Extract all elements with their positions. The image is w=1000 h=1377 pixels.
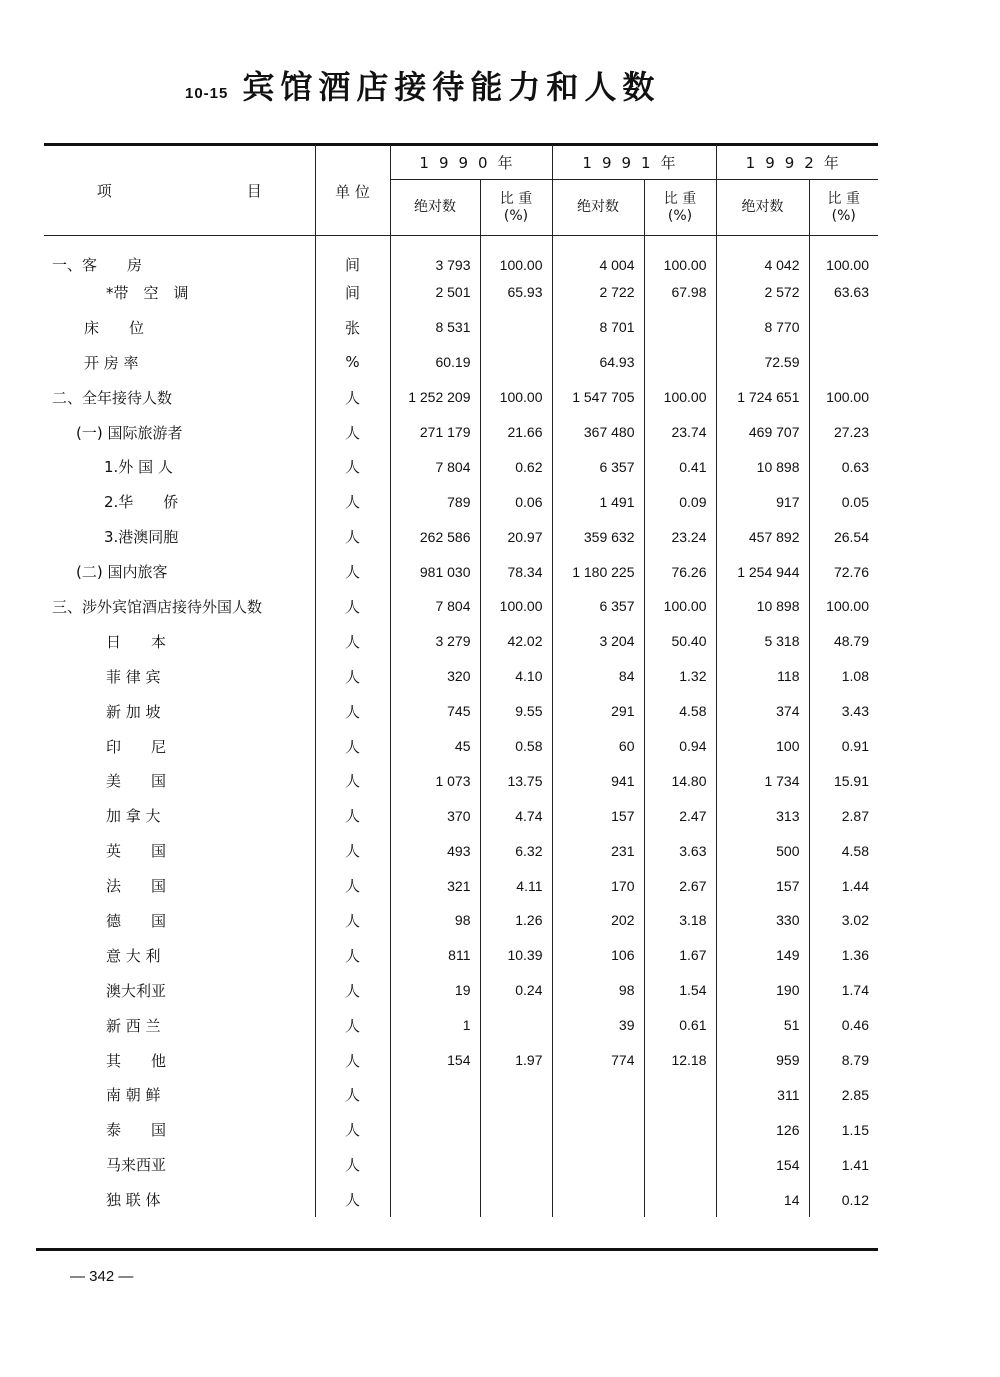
cell-abs-1992: 10 898 xyxy=(716,589,809,624)
table-row xyxy=(44,519,878,554)
row-unit: 人 xyxy=(315,798,390,833)
item-header xyxy=(44,145,315,236)
table-row xyxy=(44,380,878,415)
cell-share-1991: 2.67 xyxy=(644,868,716,903)
row-unit: 人 xyxy=(315,554,390,589)
cell-share-1991 xyxy=(644,1147,716,1182)
row-unit: 人 xyxy=(315,1077,390,1112)
cell-share-1992: 1.15 xyxy=(809,1112,878,1147)
cell-share-1992: 72.76 xyxy=(809,554,878,589)
cell-share-1992: 15.91 xyxy=(809,763,878,798)
row-label: 1.外 国 人 xyxy=(104,458,173,477)
cell-share-1992: 4.58 xyxy=(809,833,878,868)
cell-share-1992: 0.63 xyxy=(809,449,878,484)
cell-share-1992: 48.79 xyxy=(809,624,878,659)
row-label: 二、全年接待人数 xyxy=(52,388,173,407)
cell-share-1991: 2.47 xyxy=(644,798,716,833)
row-label: 美 国 xyxy=(106,772,167,791)
cell-abs-1990: 320 xyxy=(390,659,480,694)
table-row xyxy=(44,589,878,624)
table-row xyxy=(44,1077,878,1112)
cell-share-1991: 0.09 xyxy=(644,484,716,519)
item-header-char-1: 项 xyxy=(96,181,112,200)
cell-abs-1990: 370 xyxy=(390,798,480,833)
row-label: 三、涉外宾馆酒店接待外国人数 xyxy=(52,597,263,616)
cell-share-1990: 9.55 xyxy=(480,694,552,729)
cell-abs-1991: 359 632 xyxy=(552,519,644,554)
cell-share-1992: 26.54 xyxy=(809,519,878,554)
cell-abs-1991: 367 480 xyxy=(552,415,644,450)
cell-abs-1992: 4 042 xyxy=(716,236,809,276)
cell-abs-1990: 3 793 xyxy=(390,236,480,276)
cell-abs-1992: 8 770 xyxy=(716,310,809,345)
row-label: 意 大 利 xyxy=(106,946,161,965)
page-number: — 342 — xyxy=(70,1268,134,1285)
table-row xyxy=(44,763,878,798)
row-unit: 人 xyxy=(315,624,390,659)
hotel-statistics-table xyxy=(44,145,878,1217)
row-unit: 人 xyxy=(315,729,390,764)
cell-share-1990: 1.26 xyxy=(480,903,552,938)
cell-abs-1990: 2 501 xyxy=(390,275,480,310)
cell-abs-1990: 262 586 xyxy=(390,519,480,554)
cell-abs-1990: 98 xyxy=(390,903,480,938)
cell-share-1992: 1.44 xyxy=(809,868,878,903)
row-unit: 人 xyxy=(315,659,390,694)
cell-share-1992: 0.12 xyxy=(809,1182,878,1217)
cell-share-1991: 67.98 xyxy=(644,275,716,310)
cell-share-1990: 13.75 xyxy=(480,763,552,798)
cell-share-1992: 100.00 xyxy=(809,589,878,624)
cell-abs-1992: 330 xyxy=(716,903,809,938)
cell-share-1991 xyxy=(644,345,716,380)
cell-share-1991: 23.74 xyxy=(644,415,716,450)
cell-share-1990 xyxy=(480,1008,552,1043)
cell-abs-1992: 118 xyxy=(716,659,809,694)
cell-abs-1992: 959 xyxy=(716,1043,809,1078)
cell-abs-1991: 774 xyxy=(552,1043,644,1078)
table-title: 宾馆酒店接待能力和人数 xyxy=(242,68,661,106)
cell-abs-1990: 3 279 xyxy=(390,624,480,659)
row-label: 南 朝 鲜 xyxy=(106,1086,161,1105)
row-unit: 人 xyxy=(315,694,390,729)
row-label: 澳大利亚 xyxy=(106,981,167,1000)
row-unit: 间 xyxy=(315,236,390,276)
cell-share-1991 xyxy=(644,1182,716,1217)
row-unit: 人 xyxy=(315,1008,390,1043)
cell-abs-1992: 100 xyxy=(716,729,809,764)
cell-share-1992: 100.00 xyxy=(809,380,878,415)
row-label: 日 本 xyxy=(106,632,167,651)
cell-abs-1991: 170 xyxy=(552,868,644,903)
row-unit: 人 xyxy=(315,1112,390,1147)
cell-share-1991: 12.18 xyxy=(644,1043,716,1078)
abs-header-1990: 绝对数 xyxy=(390,180,480,236)
cell-share-1992: 1.74 xyxy=(809,973,878,1008)
cell-abs-1990: 60.19 xyxy=(390,345,480,380)
cell-share-1990 xyxy=(480,1182,552,1217)
page-title xyxy=(185,62,660,112)
share-header-1992 xyxy=(809,180,878,236)
share-label: 比 重 xyxy=(827,190,860,207)
cell-share-1990: 65.93 xyxy=(480,275,552,310)
cell-abs-1992: 469 707 xyxy=(716,415,809,450)
cell-abs-1991: 60 xyxy=(552,729,644,764)
cell-abs-1991: 291 xyxy=(552,694,644,729)
cell-abs-1990: 1 xyxy=(390,1008,480,1043)
cell-share-1991 xyxy=(644,310,716,345)
cell-abs-1991: 39 xyxy=(552,1008,644,1043)
cell-abs-1992: 313 xyxy=(716,798,809,833)
cell-share-1991: 23.24 xyxy=(644,519,716,554)
cell-abs-1991: 1 547 705 xyxy=(552,380,644,415)
cell-share-1992: 3.02 xyxy=(809,903,878,938)
cell-share-1991: 100.00 xyxy=(644,236,716,276)
table-row xyxy=(44,236,878,276)
cell-abs-1991: 2 722 xyxy=(552,275,644,310)
cell-abs-1991: 6 357 xyxy=(552,589,644,624)
cell-share-1990: 20.97 xyxy=(480,519,552,554)
row-label: 法 国 xyxy=(106,877,167,896)
cell-share-1991: 50.40 xyxy=(644,624,716,659)
cell-share-1992: 8.79 xyxy=(809,1043,878,1078)
row-unit: 人 xyxy=(315,1182,390,1217)
cell-abs-1991: 1 491 xyxy=(552,484,644,519)
cell-abs-1992: 2 572 xyxy=(716,275,809,310)
share-unit: (%) xyxy=(667,207,693,224)
cell-abs-1990: 1 252 209 xyxy=(390,380,480,415)
cell-share-1991 xyxy=(644,1112,716,1147)
row-unit: 人 xyxy=(315,868,390,903)
cell-share-1990: 78.34 xyxy=(480,554,552,589)
row-unit: 人 xyxy=(315,903,390,938)
cell-abs-1991 xyxy=(552,1182,644,1217)
row-label: 新 加 坡 xyxy=(106,702,161,721)
cell-share-1991: 3.18 xyxy=(644,903,716,938)
cell-share-1991: 0.61 xyxy=(644,1008,716,1043)
cell-share-1990: 10.39 xyxy=(480,938,552,973)
table-body xyxy=(44,236,878,1218)
cell-share-1991: 100.00 xyxy=(644,589,716,624)
cell-share-1992: 0.46 xyxy=(809,1008,878,1043)
cell-abs-1991 xyxy=(552,1077,644,1112)
cell-share-1991: 1.32 xyxy=(644,659,716,694)
row-label: (一) 国际旅游者 xyxy=(76,423,183,442)
cell-abs-1990: 493 xyxy=(390,833,480,868)
row-label: 马来西亚 xyxy=(106,1156,167,1175)
cell-abs-1992: 311 xyxy=(716,1077,809,1112)
cell-share-1990: 4.74 xyxy=(480,798,552,833)
row-label: 床 位 xyxy=(84,318,145,337)
cell-share-1990 xyxy=(480,1147,552,1182)
cell-share-1992: 0.91 xyxy=(809,729,878,764)
table-row xyxy=(44,1112,878,1147)
cell-abs-1991: 64.93 xyxy=(552,345,644,380)
row-label: 独 联 体 xyxy=(106,1191,161,1210)
cell-abs-1992: 5 318 xyxy=(716,624,809,659)
cell-share-1990: 1.97 xyxy=(480,1043,552,1078)
cell-share-1992 xyxy=(809,310,878,345)
cell-abs-1992: 10 898 xyxy=(716,449,809,484)
row-unit: 人 xyxy=(315,833,390,868)
table-row xyxy=(44,903,878,938)
cell-abs-1991: 231 xyxy=(552,833,644,868)
table-row xyxy=(44,1043,878,1078)
row-unit: 人 xyxy=(315,938,390,973)
cell-share-1990: 100.00 xyxy=(480,589,552,624)
row-label: (二) 国内旅客 xyxy=(76,563,168,582)
cell-abs-1991: 106 xyxy=(552,938,644,973)
cell-share-1990: 6.32 xyxy=(480,833,552,868)
cell-share-1992: 0.05 xyxy=(809,484,878,519)
cell-abs-1991: 157 xyxy=(552,798,644,833)
statistics-table-wrapper xyxy=(44,145,878,1217)
cell-share-1992: 63.63 xyxy=(809,275,878,310)
year-header-1990: 1990年 xyxy=(390,145,552,180)
bottom-rule xyxy=(36,1248,878,1251)
cell-abs-1992: 374 xyxy=(716,694,809,729)
row-unit: 人 xyxy=(315,519,390,554)
cell-abs-1990: 7 804 xyxy=(390,449,480,484)
cell-abs-1991: 941 xyxy=(552,763,644,798)
cell-share-1990: 100.00 xyxy=(480,380,552,415)
cell-share-1992: 2.87 xyxy=(809,798,878,833)
cell-share-1990 xyxy=(480,1077,552,1112)
table-row xyxy=(44,833,878,868)
cell-share-1990: 21.66 xyxy=(480,415,552,450)
row-unit: 人 xyxy=(315,973,390,1008)
table-row xyxy=(44,1147,878,1182)
row-unit: 人 xyxy=(315,1043,390,1078)
cell-abs-1991: 84 xyxy=(552,659,644,694)
cell-abs-1992: 1 734 xyxy=(716,763,809,798)
table-row xyxy=(44,729,878,764)
row-label: 菲 律 宾 xyxy=(106,667,161,686)
cell-abs-1991: 202 xyxy=(552,903,644,938)
cell-abs-1991: 1 180 225 xyxy=(552,554,644,589)
cell-abs-1991: 98 xyxy=(552,973,644,1008)
cell-abs-1992: 72.59 xyxy=(716,345,809,380)
table-row xyxy=(44,659,878,694)
table-row xyxy=(44,449,878,484)
cell-share-1992: 100.00 xyxy=(809,236,878,276)
row-unit: 人 xyxy=(315,415,390,450)
cell-share-1990: 4.10 xyxy=(480,659,552,694)
cell-abs-1992: 1 254 944 xyxy=(716,554,809,589)
cell-abs-1992: 917 xyxy=(716,484,809,519)
cell-share-1991: 0.94 xyxy=(644,729,716,764)
row-label: 其 他 xyxy=(106,1051,167,1070)
row-unit: 人 xyxy=(315,380,390,415)
cell-share-1992: 1.41 xyxy=(809,1147,878,1182)
cell-abs-1990: 811 xyxy=(390,938,480,973)
row-label: 加 拿 大 xyxy=(106,807,161,826)
item-header-char-2: 目 xyxy=(246,181,262,200)
row-unit: 张 xyxy=(315,310,390,345)
row-label: *带 空 调 xyxy=(106,283,189,302)
table-row xyxy=(44,1008,878,1043)
cell-share-1990 xyxy=(480,1112,552,1147)
cell-abs-1992: 1 724 651 xyxy=(716,380,809,415)
table-row xyxy=(44,345,878,380)
cell-abs-1991: 3 204 xyxy=(552,624,644,659)
row-unit: 人 xyxy=(315,589,390,624)
cell-share-1990: 0.24 xyxy=(480,973,552,1008)
cell-abs-1992: 126 xyxy=(716,1112,809,1147)
cell-abs-1990 xyxy=(390,1077,480,1112)
table-row xyxy=(44,554,878,589)
cell-abs-1991 xyxy=(552,1112,644,1147)
cell-abs-1991 xyxy=(552,1147,644,1182)
table-row xyxy=(44,484,878,519)
cell-abs-1990: 789 xyxy=(390,484,480,519)
cell-abs-1992: 457 892 xyxy=(716,519,809,554)
cell-share-1990: 0.06 xyxy=(480,484,552,519)
cell-share-1991: 1.54 xyxy=(644,973,716,1008)
cell-share-1990: 0.58 xyxy=(480,729,552,764)
row-unit: 间 xyxy=(315,275,390,310)
cell-abs-1990: 19 xyxy=(390,973,480,1008)
table-row xyxy=(44,938,878,973)
cell-abs-1990: 45 xyxy=(390,729,480,764)
cell-share-1992: 27.23 xyxy=(809,415,878,450)
table-row xyxy=(44,275,878,310)
table-row xyxy=(44,415,878,450)
table-number: 10-15 xyxy=(185,85,229,102)
cell-abs-1992: 51 xyxy=(716,1008,809,1043)
cell-abs-1990: 8 531 xyxy=(390,310,480,345)
row-label: 一、客 房 xyxy=(52,256,143,274)
row-label: 德 国 xyxy=(106,911,167,930)
table-row xyxy=(44,624,878,659)
cell-abs-1991: 8 701 xyxy=(552,310,644,345)
share-header-1990 xyxy=(480,180,552,236)
cell-abs-1990: 1 073 xyxy=(390,763,480,798)
share-label: 比 重 xyxy=(499,190,533,207)
cell-abs-1992: 500 xyxy=(716,833,809,868)
cell-share-1992: 1.08 xyxy=(809,659,878,694)
unit-header: 单 位 xyxy=(315,145,390,236)
cell-share-1991: 76.26 xyxy=(644,554,716,589)
share-unit: (%) xyxy=(831,207,856,224)
table-row xyxy=(44,798,878,833)
cell-abs-1992: 149 xyxy=(716,938,809,973)
cell-abs-1990 xyxy=(390,1147,480,1182)
year-header-1991: 1991年 xyxy=(552,145,716,180)
cell-abs-1990: 7 804 xyxy=(390,589,480,624)
row-label: 2.华 侨 xyxy=(104,493,179,512)
row-unit: % xyxy=(315,345,390,380)
cell-share-1991 xyxy=(644,1077,716,1112)
row-label: 泰 国 xyxy=(106,1121,167,1140)
cell-abs-1990: 745 xyxy=(390,694,480,729)
cell-share-1990 xyxy=(480,310,552,345)
cell-abs-1990: 271 179 xyxy=(390,415,480,450)
cell-share-1992: 1.36 xyxy=(809,938,878,973)
cell-abs-1991: 6 357 xyxy=(552,449,644,484)
cell-share-1990: 100.00 xyxy=(480,236,552,276)
row-unit: 人 xyxy=(315,484,390,519)
cell-abs-1990 xyxy=(390,1182,480,1217)
cell-share-1992: 3.43 xyxy=(809,694,878,729)
row-unit: 人 xyxy=(315,1147,390,1182)
row-label: 印 尼 xyxy=(106,737,167,756)
abs-header-1991: 绝对数 xyxy=(552,180,644,236)
cell-abs-1990: 321 xyxy=(390,868,480,903)
cell-share-1990 xyxy=(480,345,552,380)
cell-abs-1992: 14 xyxy=(716,1182,809,1217)
table-row xyxy=(44,868,878,903)
cell-share-1990: 0.62 xyxy=(480,449,552,484)
table-row xyxy=(44,1182,878,1217)
cell-share-1992 xyxy=(809,345,878,380)
cell-share-1991: 4.58 xyxy=(644,694,716,729)
cell-share-1992: 2.85 xyxy=(809,1077,878,1112)
table-row xyxy=(44,694,878,729)
abs-header-1992: 绝对数 xyxy=(716,180,809,236)
cell-share-1990: 42.02 xyxy=(480,624,552,659)
row-label: 英 国 xyxy=(106,842,167,861)
cell-share-1991: 3.63 xyxy=(644,833,716,868)
cell-abs-1991: 4 004 xyxy=(552,236,644,276)
cell-share-1990: 4.11 xyxy=(480,868,552,903)
row-label: 3.港澳同胞 xyxy=(104,528,179,547)
cell-abs-1990 xyxy=(390,1112,480,1147)
row-unit: 人 xyxy=(315,763,390,798)
cell-abs-1990: 154 xyxy=(390,1043,480,1078)
share-unit: (%) xyxy=(503,207,529,224)
cell-share-1991: 14.80 xyxy=(644,763,716,798)
row-label: 开 房 率 xyxy=(84,353,139,372)
cell-abs-1992: 157 xyxy=(716,868,809,903)
cell-abs-1992: 154 xyxy=(716,1147,809,1182)
cell-abs-1992: 190 xyxy=(716,973,809,1008)
cell-share-1991: 0.41 xyxy=(644,449,716,484)
row-unit: 人 xyxy=(315,449,390,484)
share-label: 比 重 xyxy=(663,190,697,207)
share-header-1991 xyxy=(644,180,716,236)
year-header-1992: 1992年 xyxy=(716,145,878,180)
cell-share-1991: 1.67 xyxy=(644,938,716,973)
table-row xyxy=(44,310,878,345)
cell-share-1991: 100.00 xyxy=(644,380,716,415)
table-row xyxy=(44,973,878,1008)
cell-abs-1990: 981 030 xyxy=(390,554,480,589)
row-label: 新 西 兰 xyxy=(106,1016,161,1035)
